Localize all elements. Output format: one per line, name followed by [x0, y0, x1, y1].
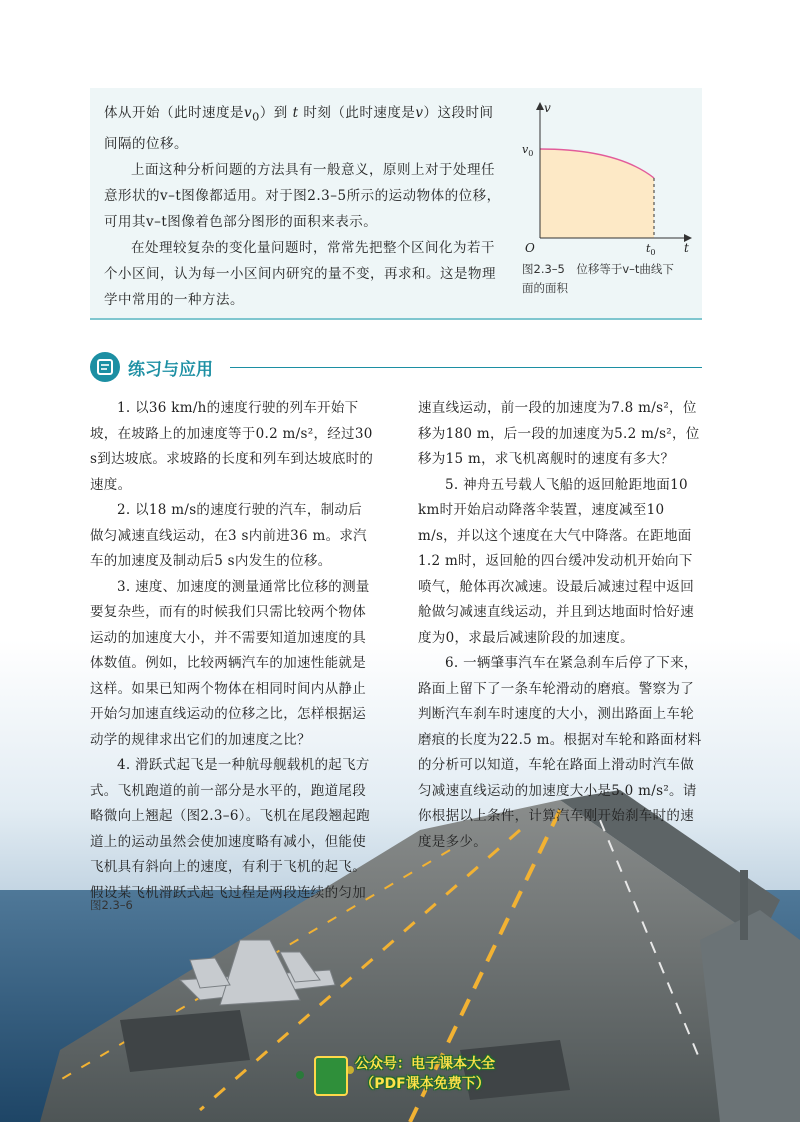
pencil-book-icon — [90, 352, 120, 382]
book-logo-icon — [314, 1056, 348, 1096]
watermark-text: 公众号：电子课本大全 （PDF课本免费下） — [355, 1056, 495, 1092]
exercise-column-left — [90, 396, 374, 906]
origin-label: O — [525, 241, 535, 255]
v-axis-label: v — [544, 101, 551, 115]
v0-label: $v_0$ — [522, 143, 534, 158]
shaded-area — [540, 149, 654, 238]
intro-paragraph-2: 上面这种分析问题的方法具有一般意义，原则上对于处理任意形状的v–t图像都适用。对于图2.3–5所示的运动物体的位移，可用其v–t图像着色部分图形的面积来表示。 — [104, 161, 501, 230]
exercise-1: 1. 以36 km/h的速度行驶的列车开始下坡，在坡路上的加速度等于0.2 m/s²，经过30 s到达坡底。求坡路的长度和列车到达坡底时的速度。 — [90, 400, 374, 493]
intro-paragraph-3: 在处理较复杂的变化量问题时，常常先把整个区间化为若干个小区间，认为每一小区间内研究的量不变，再求和。这是物理学中常用的一种方法。 — [104, 239, 496, 308]
figure-v-t-graph — [522, 94, 698, 312]
v-t-graph — [522, 94, 698, 260]
exercise-4-part-1: 4. 滑跃式起飞是一种航母舰载机的起飞方式。飞机跑道的前一部分是水平的，跑道尾段略微向上翘起（图2.3–6）。飞机在尾段翘起跑道上的运动虽然会使加速度略有减小，但能使飞机具有斜向上的速度，有利于飞机的起飞。假设某飞机滑跃式起飞过程是两段连续的匀加 — [90, 757, 370, 901]
exercise-2: 2. 以18 m/s的速度行驶的汽车，制动后做匀减速直线运动，在3 s内前进36 m。求汽车的加速度及制动后5 s内发生的位移。 — [90, 502, 367, 569]
exercise-column-right — [418, 396, 702, 855]
exercise-5: 5. 神舟五号载人飞船的返回舱距地面10 km时开始启动降落伞装置，速度减至10 m/s，并以这个速度在大气中降落。在距地面1.2 m时，返回舱的四台缓冲发动机开始向下喷气，舱体再次减速。设最后减速过程中返回舱做匀减速直线运动，并且到达地面时恰好速度为0，求最后减速阶段的加速度。 — [418, 476, 694, 646]
section-header — [90, 350, 702, 384]
intro-divider — [90, 318, 702, 320]
section-title: 练习与应用 — [128, 360, 213, 380]
t0-label: $t_0$ — [646, 242, 656, 257]
figure-2-3-6-caption: 图2.3–6 — [90, 898, 133, 912]
t-axis-label: t — [684, 241, 689, 255]
intro-paragraph-1: 体从开始（此时速度是$v_0$）到 t 时刻（此时速度是v）这段时间间隔的位移。 — [104, 105, 494, 152]
exercise-4-part-2: 速直线运动，前一段的加速度为7.8 m/s²，位移为180 m，后一段的加速度为5.2 m/s²，位移为15 m，求飞机离舰时的速度有多大？ — [418, 400, 700, 467]
intro-text — [104, 100, 504, 313]
exercise-6: 6. 一辆肇事汽车在紧急刹车后停了下来，路面上留下了一条车轮滑动的磨痕。警察为了判断汽车刹车时速度的大小，测出路面上车轮磨痕的长度为22.5 m。根据对车轮和路面材料的分析可以知道，车轮在路面上滑动时汽车做匀减速直线运动的加速度大小是5.0 m/s²。请你根据以上条件，计算汽车刚开始刹车时的速度是多少。 — [418, 655, 702, 850]
watermark — [314, 1054, 500, 1096]
section-rule — [230, 367, 702, 368]
figure-2-3-5-caption: 图2.3–5 位移等于v–t曲线下 面的面积 — [522, 262, 674, 295]
intro-panel — [90, 88, 702, 318]
exercise-3: 3. 速度、加速度的测量通常比位移的测量要复杂些，而有的时候我们只需比较两个物体运动的加速度大小，并不需要知道加速度的具体数值。例如，比较两辆汽车的加速性能就是这样。如果已知两个物体在相同时间内从静止开始匀加速直线运动的位移之比，怎样根据运动学的规律求出它们的加速度之比？ — [90, 578, 370, 748]
